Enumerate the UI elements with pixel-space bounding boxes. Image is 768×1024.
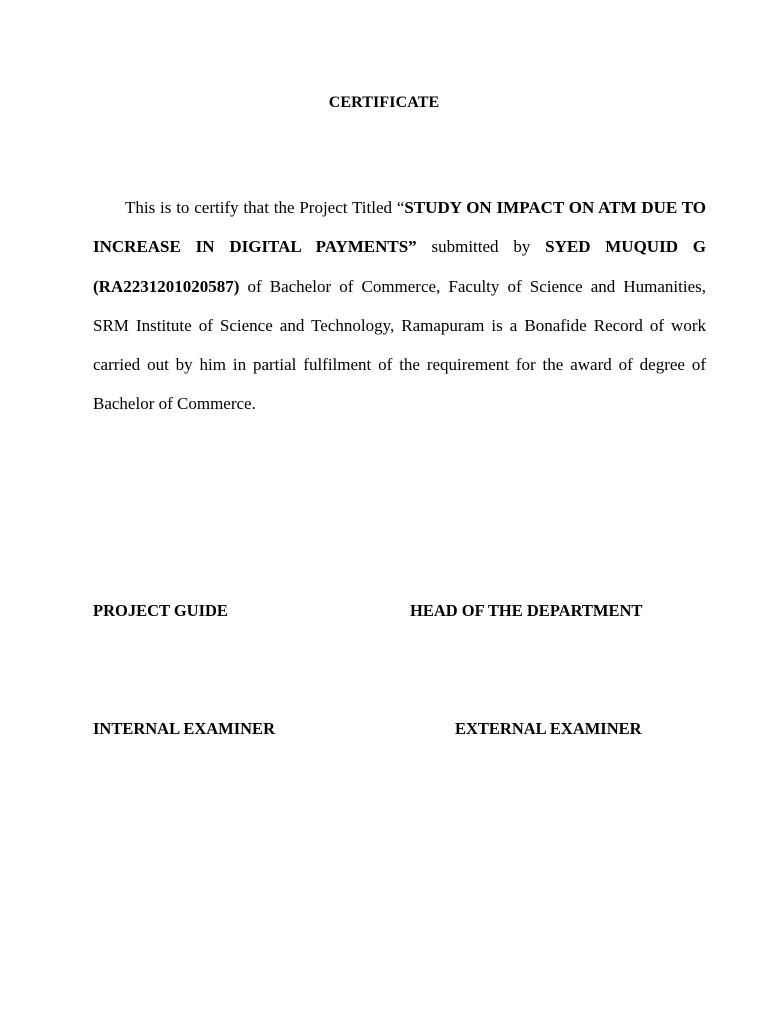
certificate-body bbox=[93, 188, 706, 424]
certificate-title: CERTIFICATE bbox=[328, 94, 440, 111]
body-submitted-by: submitted by bbox=[416, 237, 546, 257]
project-guide-label: PROJECT GUIDE bbox=[93, 601, 228, 620]
project-title: STUDY ON IMPACT ON ATM DUE TO INCREASE IN DIGITAL PAYMENTS” bbox=[93, 198, 706, 257]
body-details: of Bachelor of Commerce, Faculty of Science and Humanities, SRM Institute of Science and Technology, Ramapuram is a Bonafide Record of work carried out by him in partial fulfilment of the requirement for the award of degree of Bachelor of Commerce. bbox=[93, 276, 706, 414]
head-of-department-label: HEAD OF THE DEPARTMENT bbox=[410, 601, 643, 620]
body-intro: This is to certify that the Project Titled “ bbox=[125, 198, 405, 217]
internal-examiner-label: INTERNAL EXAMINER bbox=[93, 719, 275, 738]
external-examiner-label: EXTERNAL EXAMINER bbox=[455, 719, 642, 738]
student-name: SYED MUQUID G (RA2231201020587) bbox=[93, 237, 706, 296]
